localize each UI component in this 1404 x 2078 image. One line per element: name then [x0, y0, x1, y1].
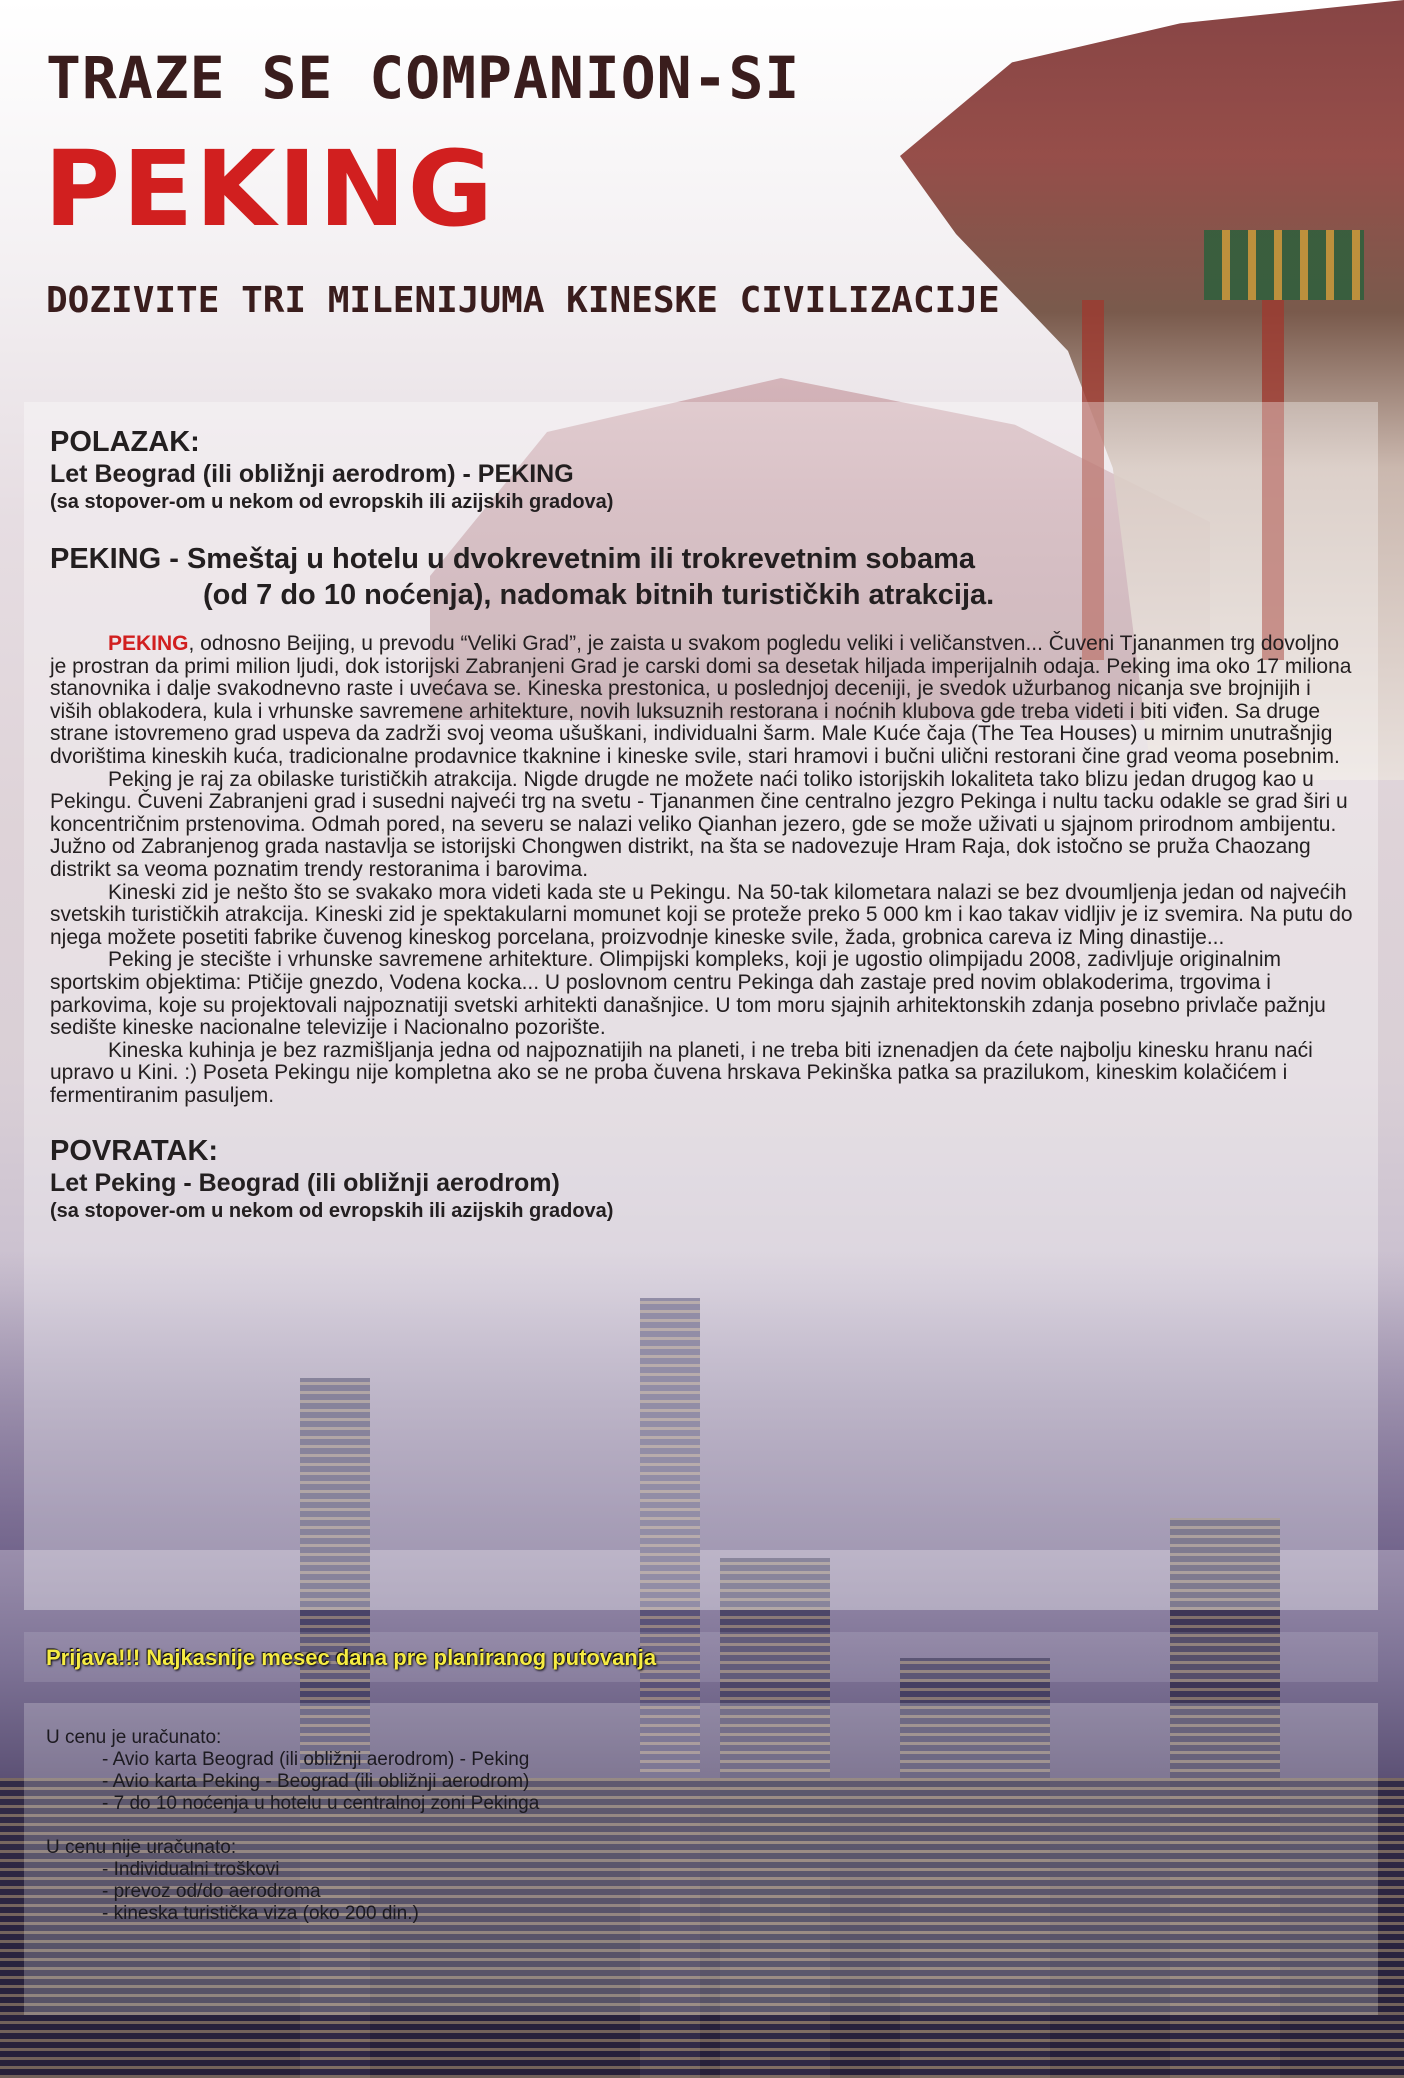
registration-note: Prijava!!! Najkasnije mesec dana pre planiranog putovanja — [46, 1645, 657, 1670]
list-item: - kineska turistička viza (oko 200 din.) — [102, 1903, 746, 1925]
included-title: U cenu je uračunato: — [46, 1727, 222, 1748]
list-item: - 7 do 10 noćenja u hotelu u centralnoj zoni Pekinga — [102, 1793, 746, 1815]
paragraph: Peking je stecište i vrhunske savremene arhitekture. Olimpijski kompleks, koji je ugostio olimpijadu 2008, zadivljuje originalnim sportskim objektima: Ptičije gnezdo, Vodena kocka... U poslovnom centru Pekinga dah zastaje pred novim oblakoderima, trgovima i parkovima, koje su projektovali najpoznatiji svetski arhitekti današnjice. U tom moru sjajnih arhitektonskih zdanja posebno privlače pažnju sedište kineske nacionalne televizije i Nacionalno pozorište. — [50, 948, 1326, 1040]
hotel-section — [50, 541, 1358, 613]
departure-title: POLAZAK: — [50, 426, 200, 458]
hotel-line2: (od 7 do 10 noćenja), nadomak bitnih turističkih atrakcija. — [203, 579, 995, 611]
paragraph: Peking je raj za obilaske turističkih atrakcija. Nigde drugde ne možete naći toliko istorijskih lokaliteta tako blizu jedan drugog kao u Pekingu. Čuveni Zabranjeni grad i susedni najveći trg na svetu - Tjananmen čine centralno jezgro Pekinga i nultu tacku odakle se grad širi u koncentričnim prstenovima. Odmah pored, na severu se nalazi veliko Qianhan jezero, gde se može uživati u sjajnom prirodnom ambijentu. Južno od Zabranjenog grada nastavlja se istorijski Chongwen distrikt, na šta se nadovezuje Hram Raja, dok istočno se pruža Chaozang distrikt sa veoma poznatim trendy restoranima i barovima. — [50, 767, 1348, 881]
header-tagline: DOZIVITE TRI MILENIJUMA KINESKE CIVILIZACIJE — [46, 280, 1000, 321]
header-companion: TRAZE SE COMPANION-SI — [46, 44, 801, 112]
intro-text: , odnosno Beijing, u prevodu “Veliki Grad”, je zaista u svakom pogledu veliki i veličanstven... Čuveni Tjananmen trg dovoljno je prostran da primi milion ljudi, dok istorijski Zabranjeni Grad je carski domi sa desetak hiljada imperijalnih odaja. Peking ima oko 17 miliona stanovnika i dalje svakodnevno raste i uvećava se. Kineska prestonica, u poslednjoj deceniji, je svedok užurbanog nicanja sve brojnijih i viših oblakodera, kula i vrhunske savremene arhitekture, novih luksuznih restorana i noćnih klubova gde treba videti i biti viđen. Sa druge strane istovremeno grad uspeva da zadrži svoj veoma ušuškani, individualni šarm. Male Kuće čaja (The Tea Houses) u mirnim unutrašnjig dvorištima kineskih kuća, tradicionalne prodavnice tkaknine i kineske svile, stari hramovi i bučni ulični restorani čine grad veoma posebnim. — [50, 632, 1352, 768]
departure-route: Let Beograd (ili obližnji aerodrom) - PEKING — [50, 460, 574, 488]
hotel-line1: PEKING - Smeštaj u hotelu u dvokrevetnim ili trokrevetnim sobama — [50, 543, 976, 575]
paragraph: Kineski zid je nešto što se svakako mora videti kada ste u Pekingu. Na 50-tak kilometara nalazi se bez dvoumljenja jedan od najvećih svetskih turističkih atrakcija. Kineski zid je spektakularni momunet koji se proteže preko 5 000 km i kao takav vidljiv je iz svemira. Na putu do njega možete posetiti fabrike čuvenog kineskog porcelana, proizvodnje kineske svile, žada, grobnica careva iz Ming dinastije... — [50, 880, 1353, 949]
return-section — [50, 1135, 1358, 1224]
temple-ornament-image — [1204, 230, 1364, 300]
departure-section — [50, 426, 1358, 515]
list-item: - Individualni troškovi — [102, 1859, 746, 1881]
list-item: - prevoz od/do aerodroma — [102, 1881, 746, 1903]
main-content — [50, 426, 1358, 1224]
departure-stopover: (sa stopover-om u nekom od evropskih ili azijskih gradova) — [50, 491, 614, 513]
excluded-list — [46, 1859, 746, 1925]
excluded-title: U cenu nije uračunato: — [46, 1837, 237, 1858]
description — [50, 633, 1358, 1107]
pricing-info — [46, 1727, 746, 1925]
included-list — [46, 1749, 746, 1815]
peking-highlight: PEKING — [108, 632, 189, 655]
intro-paragraph — [50, 633, 1358, 769]
header-peking: PEKING — [44, 128, 495, 250]
return-title: POVRATAK: — [50, 1135, 219, 1168]
list-item: - Avio karta Beograd (ili obližnji aerodrom) - Peking — [102, 1749, 746, 1771]
return-route: Let Peking - Beograd (ili obližnji aerodrom) — [50, 1169, 560, 1198]
list-item: - Avio karta Peking - Beograd (ili obližnji aerodrom) — [102, 1771, 746, 1793]
paragraph: Kineska kuhinja je bez razmišljanja jedna od najpoznatijih na planeti, i ne treba biti iznenadjen da ćete najbolju kinesku hranu naći upravo u Kini. :) Poseta Pekingu nije kompletna ako se ne proba čuvena hrskava Pekinška patka sa prazilukom, kineskim kolačićem i fermentiranim pasuljem. — [50, 1038, 1313, 1107]
return-stopover: (sa stopover-om u nekom od evropskih ili azijskih gradova) — [50, 1200, 614, 1223]
